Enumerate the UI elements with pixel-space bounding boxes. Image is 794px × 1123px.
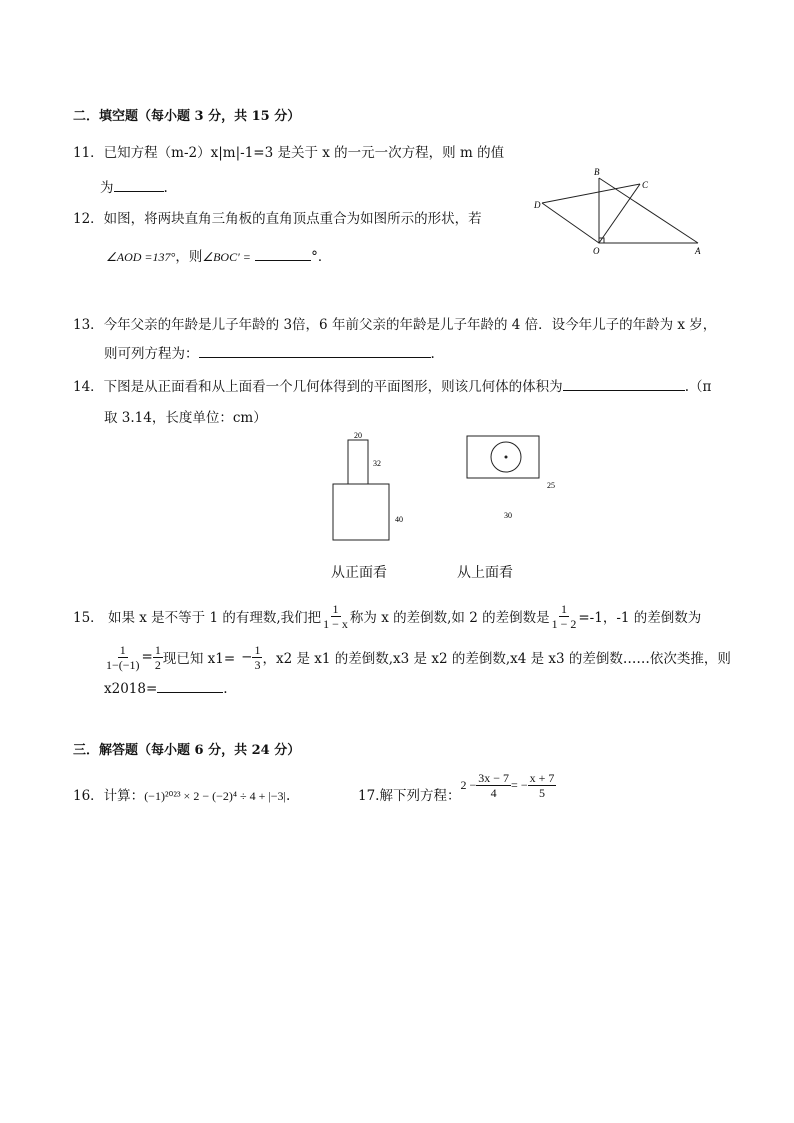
q16-prefix: 16．计算： — [73, 788, 145, 804]
caption-top-view: 从上面看 — [457, 565, 513, 581]
q17-frac-left: $\frac{3x - 7}{4}$ — [478, 770, 510, 800]
q15-frac-1-over-3: $\frac{1}{3}$ — [254, 642, 261, 672]
q11-line2 — [100, 176, 168, 196]
q15-line1 — [73, 596, 701, 636]
caption-front-view: 从正面看 — [331, 565, 387, 581]
q12-ask: ∠BOC′ = — [202, 250, 251, 264]
q17 — [358, 765, 556, 805]
q14-views-figure — [325, 428, 565, 548]
q11-line1: 11．已知方程（m-2）x|m|-1=3 是关于 x 的一元一次方程，则 m 的值 — [73, 145, 505, 161]
label-O: O — [593, 246, 600, 256]
q12-suffix: °． — [311, 249, 332, 265]
q15-text-4: 现已知 x1= — [162, 651, 236, 667]
section-3-heading: 三．解答题（每小题 6 分，共 24 分） — [73, 743, 301, 758]
q15-frac-1-over-1-minus-neg1: $\frac{1}{1-(-1)}$ — [106, 642, 140, 672]
segment-BA — [599, 178, 698, 243]
label-C: C — [642, 180, 649, 190]
q12-answer-blank[interactable] — [255, 246, 311, 261]
q17-lead: 2 − — [460, 777, 477, 792]
q13-line1: 13．今年父亲的年龄是儿子年龄的 3倍，6 年前父亲的年龄是儿子年龄的 4 倍．设今年儿子的年龄为 x 岁， — [73, 317, 717, 333]
front-view-base-rect — [333, 484, 389, 540]
q11-prefix: 为 — [100, 180, 114, 196]
segment-OD — [542, 203, 599, 243]
q17-mid: = − — [511, 777, 528, 792]
label-D: D — [534, 200, 541, 210]
q15-frac-1-over-2: $\frac{1}{2}$ — [154, 642, 161, 672]
q12-triangle-figure — [520, 162, 720, 262]
q15-line2 — [104, 637, 731, 677]
q14-line2: 取 3.14，长度单位：cm） — [104, 410, 267, 426]
dim-base-height: 40 — [395, 515, 403, 524]
dim-top-height: 32 — [373, 459, 381, 468]
q12-condition: ∠AOD =137° — [106, 250, 176, 264]
segment-OC — [599, 184, 640, 243]
top-view-center-dot — [505, 456, 508, 459]
label-B: B — [594, 167, 600, 177]
q12-line2 — [106, 245, 331, 265]
q15-text-2: 称为 x 的差倒数,如 2 的差倒数是 — [349, 610, 550, 626]
q16 — [73, 784, 290, 804]
q15-answer-blank[interactable] — [157, 678, 223, 693]
q11-answer-blank[interactable] — [114, 177, 164, 192]
q17-frac-right: $\frac{x + 7}{5}$ — [529, 770, 555, 800]
dim-top-width: 20 — [354, 431, 362, 440]
dim-rect-height: 25 — [547, 481, 555, 490]
q13-line2: 则可列方程为： . — [104, 342, 435, 362]
q15-line3 — [104, 678, 228, 697]
section-2-heading: 二．填空题（每小题 3 分，共 15 分） — [73, 109, 301, 124]
q15-frac-1-over-1-minus-2: $\frac{1}{1 - 2}$ — [551, 601, 577, 631]
front-view-top-rect — [348, 440, 368, 484]
q15-text-1: 15． 如果 x 是不等于 1 的有理数,我们把 — [73, 610, 322, 626]
q15-neg: − — [241, 649, 253, 665]
q15-text-3: =-1，-1 的差倒数为 — [578, 610, 702, 626]
q17-prefix: 17.解下列方程： — [358, 788, 461, 804]
q15-equals: = — [141, 649, 153, 665]
q13-answer-blank[interactable] — [199, 343, 431, 358]
segment-DC — [542, 184, 640, 203]
q12-line1: 12．如图，将两块直角三角板的直角顶点重合为如图所示的形状，若 — [73, 211, 482, 227]
q16-suffix: . — [285, 788, 291, 804]
q15-suffix: . — [223, 681, 228, 697]
q12-mid: ，则 — [175, 249, 203, 265]
label-A: A — [695, 246, 701, 256]
q14-suffix: .（π — [684, 379, 712, 395]
q13-prompt: 则可列方程为： — [104, 346, 199, 362]
q15-text-5: ，x2 是 x1 的差倒数,x3 是 x2 的差倒数,x4 是 x3 的差倒数……依次类推，则 — [262, 651, 731, 667]
q15-text-6: x2018= — [104, 681, 158, 697]
q11-suffix: . — [163, 180, 168, 196]
q14-line1 — [73, 375, 711, 395]
q14-text: 14．下图是从正面看和从上面看一个几何体得到的平面图形，则该几何体的体积为 — [73, 379, 563, 395]
q14-answer-blank[interactable] — [563, 376, 685, 391]
dim-rect-width: 30 — [504, 511, 512, 520]
q16-expression: (−1)²⁰²³ × 2 − (−2)⁴ ÷ 4 + |−3| — [144, 789, 286, 803]
q15-frac-1-over-1-minus-x: $\frac{1}{1 - x}$ — [323, 601, 348, 631]
